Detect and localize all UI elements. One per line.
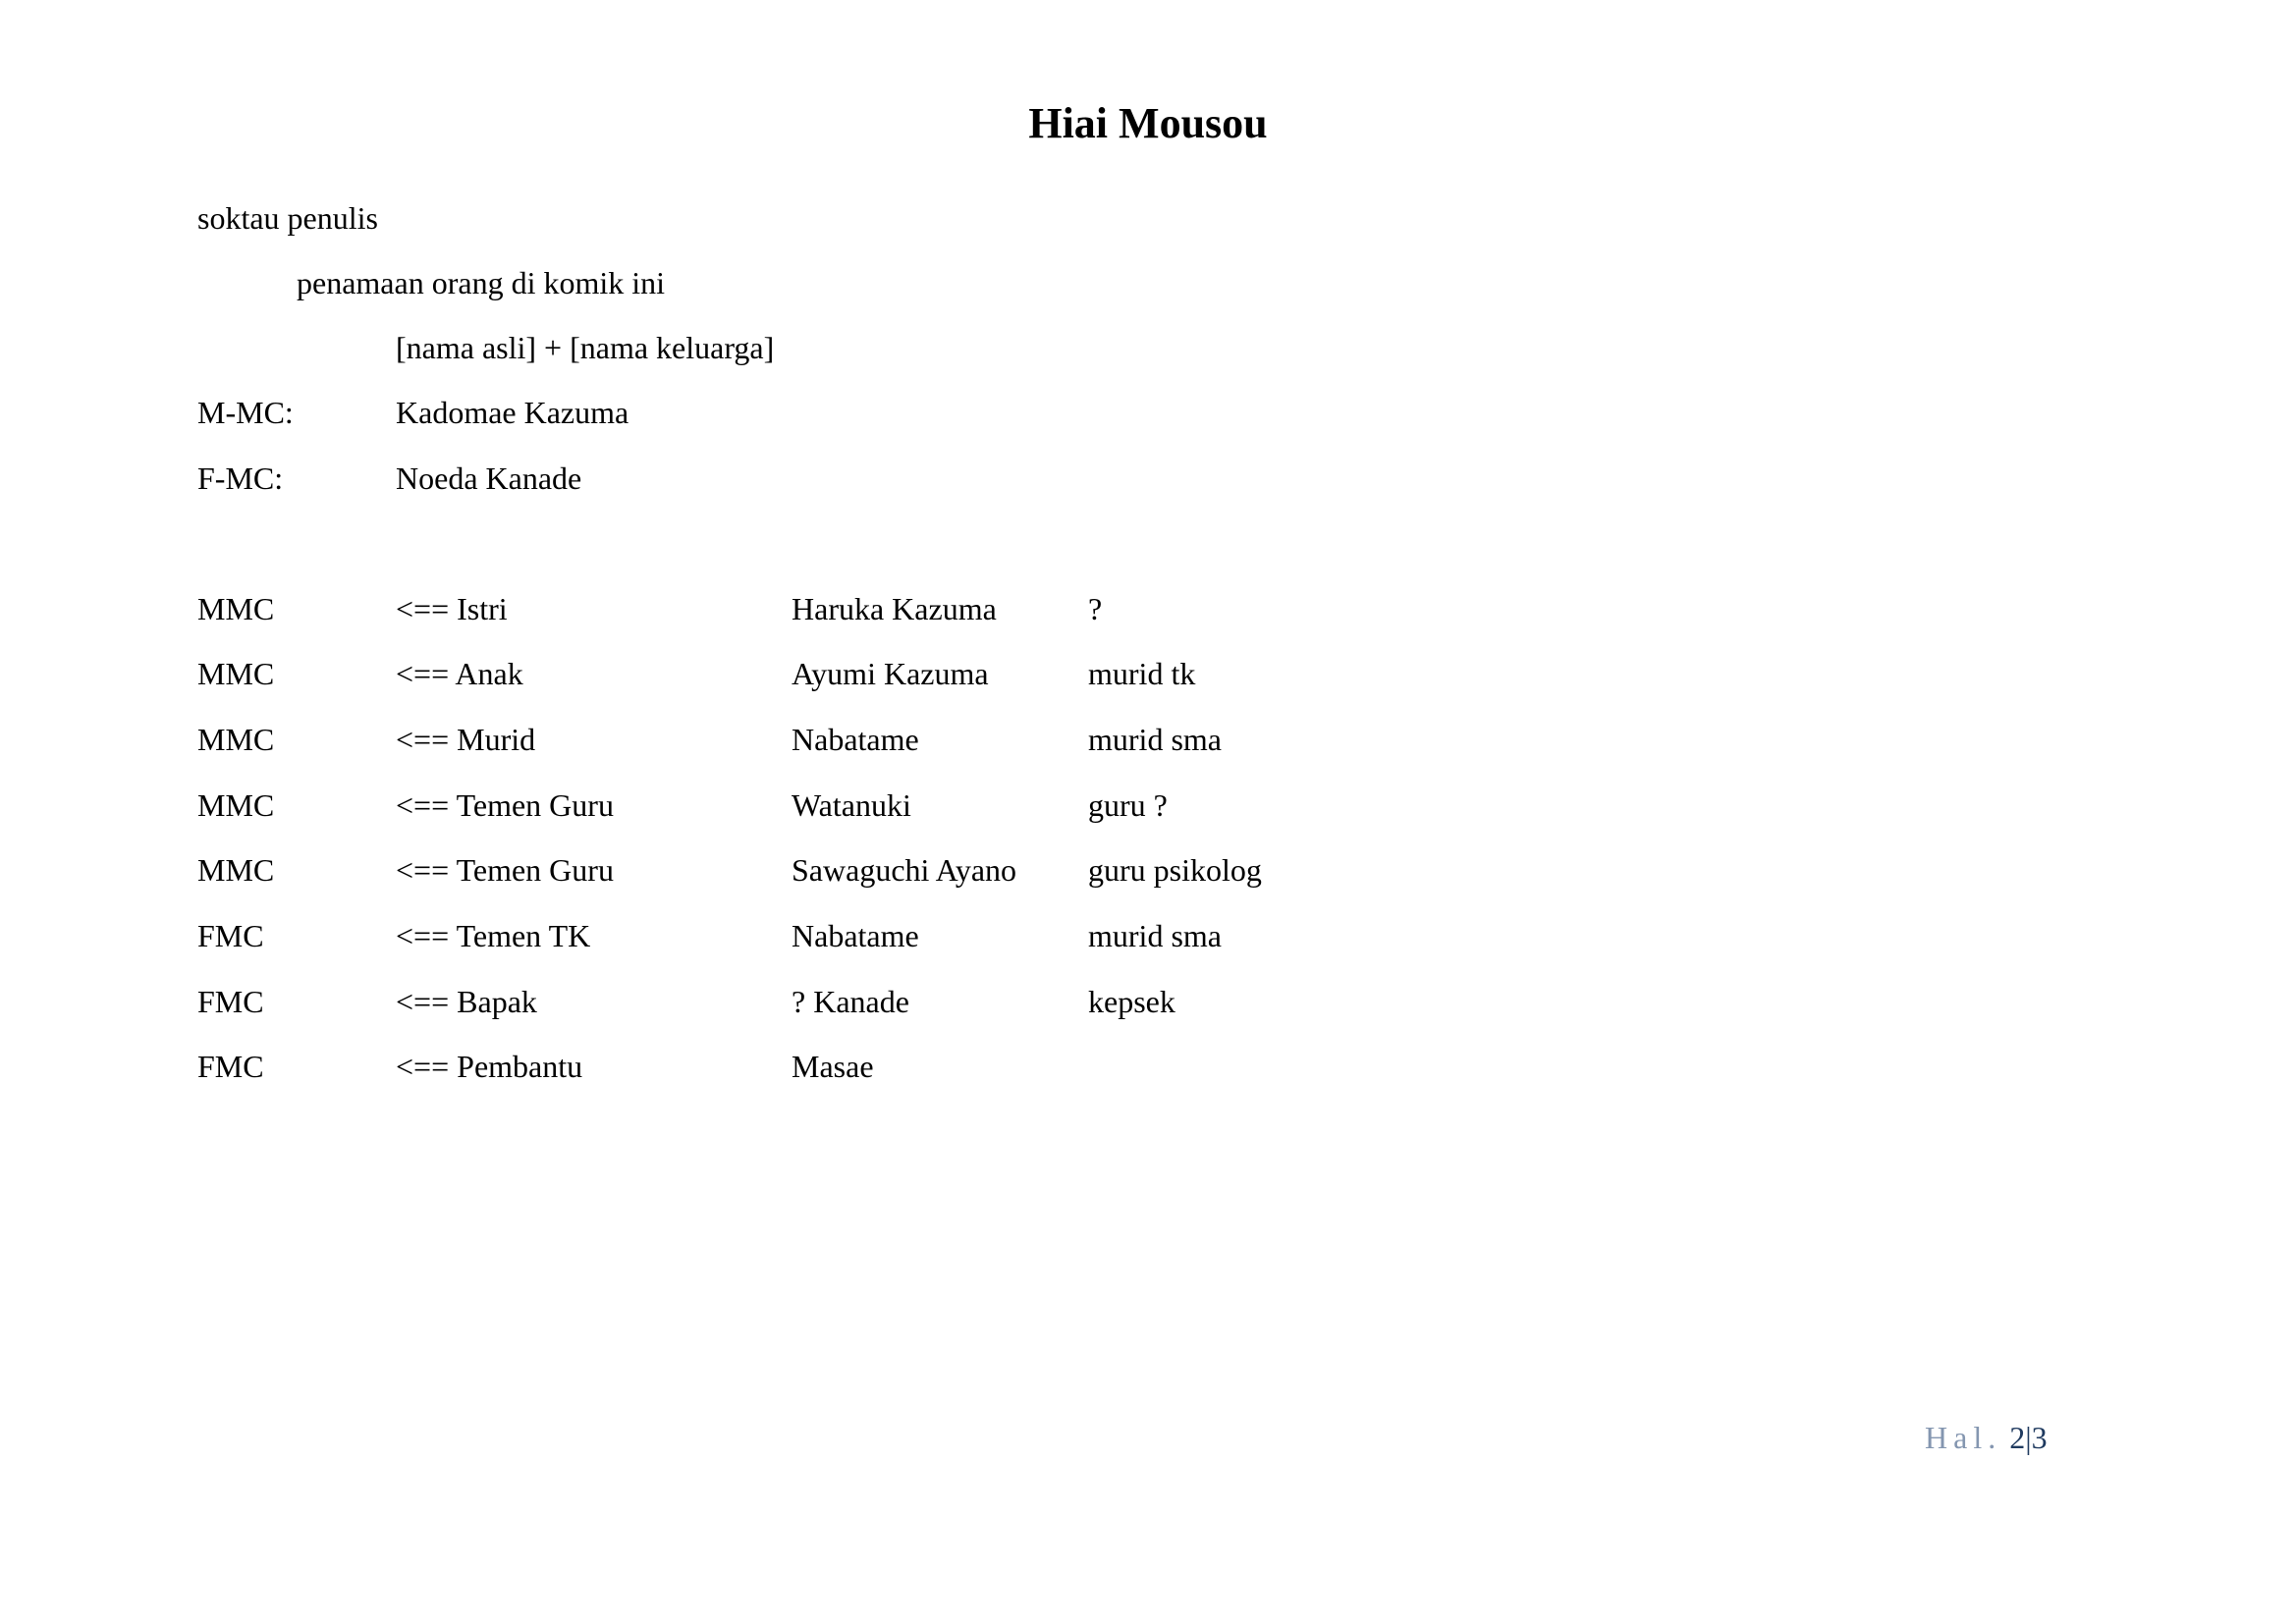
relation-type: <== Pembantu [396, 1049, 583, 1084]
relation-name: ? Kanade [792, 984, 909, 1019]
relation-type: <== Temen TK [396, 918, 591, 953]
relation-type: <== Anak [396, 656, 523, 691]
relation-mc: FMC [197, 1049, 264, 1084]
relation-type: <== Temen Guru [396, 787, 614, 823]
relation-note: murid tk [1088, 656, 1196, 691]
intro-line-3: [nama asli] + [nama keluarga] [396, 330, 775, 365]
relation-note: guru ? [1088, 787, 1168, 823]
relation-name: Nabatame [792, 722, 919, 757]
relation-mc: FMC [197, 918, 264, 953]
relation-note: kepsek [1088, 984, 1175, 1019]
footer-page-current: 2 [2009, 1420, 2026, 1455]
relation-mc: MMC [197, 591, 275, 626]
relation-mc: MMC [197, 787, 275, 823]
relation-name: Masae [792, 1049, 874, 1084]
relation-name: Watanuki [792, 787, 911, 823]
mc-name: Noeda Kanade [396, 460, 582, 496]
relation-type: <== Istri [396, 591, 508, 626]
page-footer [1925, 1418, 2048, 1457]
relation-mc: FMC [197, 984, 264, 1019]
intro-line-2: penamaan orang di komik ini [297, 265, 666, 300]
relation-name: Sawaguchi Ayano [792, 852, 1017, 888]
relation-note: murid sma [1088, 918, 1222, 953]
relation-type: <== Murid [396, 722, 536, 757]
footer-hal-label: Hal. [1925, 1420, 2002, 1455]
intro-line-1: soktau penulis [197, 200, 378, 236]
mc-name: Kadomae Kazuma [396, 395, 629, 430]
relation-type: <== Temen Guru [396, 852, 614, 888]
relation-type: <== Bapak [396, 984, 537, 1019]
mc-label: M-MC: [197, 395, 294, 430]
footer-page-total: 3 [2031, 1420, 2048, 1455]
relation-mc: MMC [197, 722, 275, 757]
mc-label: F-MC: [197, 460, 284, 496]
relation-note: murid sma [1088, 722, 1222, 757]
relation-mc: MMC [197, 656, 275, 691]
relation-name: Nabatame [792, 918, 919, 953]
footer-separator: | [2025, 1420, 2032, 1455]
page-title: Hiai Mousou [1028, 99, 1268, 147]
relation-name: Ayumi Kazuma [792, 656, 989, 691]
relation-name: Haruka Kazuma [792, 591, 997, 626]
relation-note: guru psikolog [1088, 852, 1262, 888]
relation-note: ? [1088, 591, 1103, 626]
relation-mc: MMC [197, 852, 275, 888]
